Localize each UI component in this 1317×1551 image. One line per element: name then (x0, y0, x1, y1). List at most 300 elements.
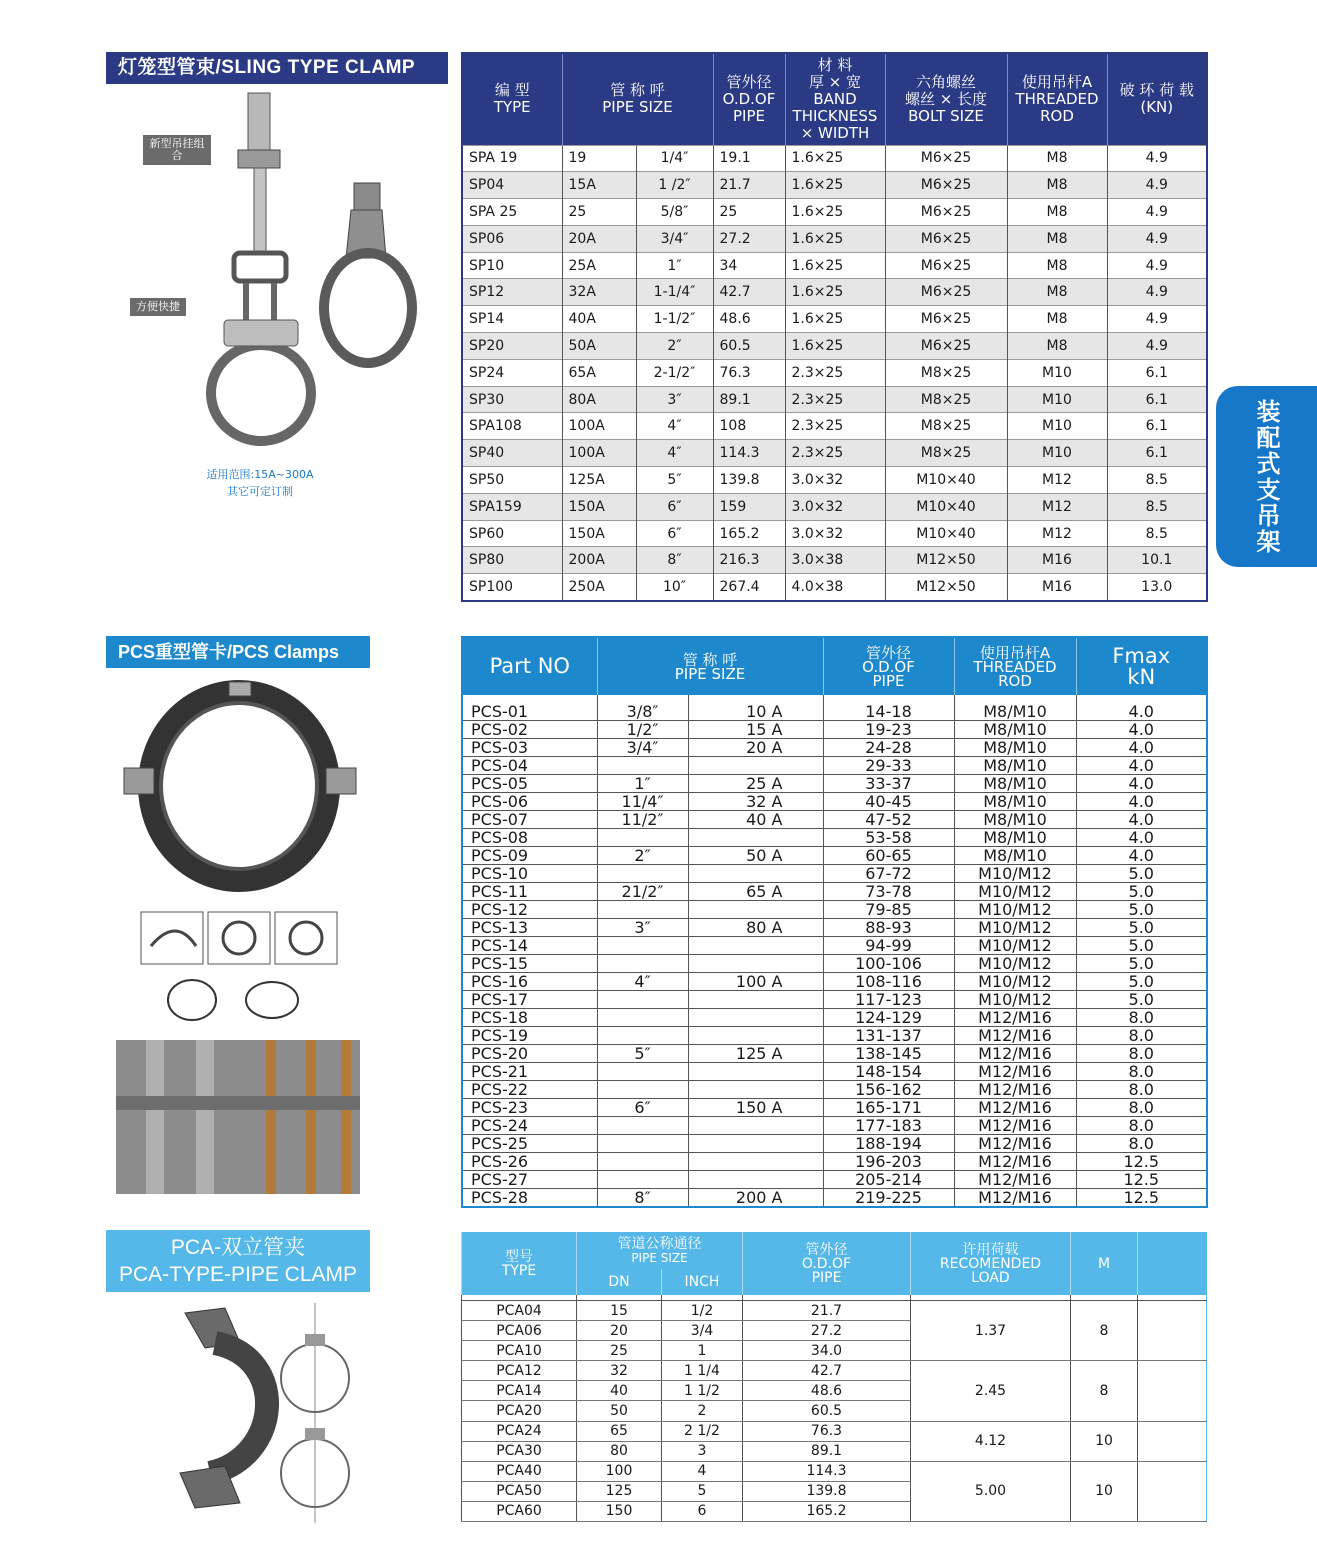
table-cell: 3 (662, 1441, 743, 1461)
table-row (462, 520, 1207, 547)
table-row (462, 1135, 1207, 1153)
group-empty-cell (1138, 1361, 1207, 1421)
table-cell: 40 (577, 1381, 662, 1401)
table-cell: 15 (577, 1301, 662, 1321)
table-cell: 165-171 (823, 1099, 954, 1117)
table-row (462, 1153, 1207, 1171)
table-row (462, 937, 1207, 955)
table-cell: 27.2 (713, 225, 785, 252)
col-type: 编 型 TYPE (462, 53, 562, 145)
group-m-cell: 10 (1071, 1461, 1138, 1521)
pcs-clamp-table (461, 636, 1208, 1208)
table-row (462, 574, 1207, 601)
table-cell: 159 (713, 493, 785, 520)
pca-clamp-table (461, 1232, 1207, 1522)
table-cell: 5.0 (1076, 937, 1207, 955)
table-row (462, 991, 1207, 1009)
table-cell: 4 (662, 1461, 743, 1481)
table-cell: 25 (577, 1341, 662, 1361)
table-cell: 76.3 (713, 359, 785, 386)
table-row (462, 1171, 1207, 1189)
table-row (462, 493, 1207, 520)
table-cell: M10/M12 (954, 901, 1076, 919)
table-cell: 139.8 (713, 467, 785, 494)
table-cell: PCS-15 (462, 955, 597, 973)
table-cell: 1 1/2 (662, 1381, 743, 1401)
table-cell: 8.5 (1107, 520, 1207, 547)
table-cell: 10 A (688, 703, 823, 721)
table-cell: M8 (1007, 145, 1107, 172)
table-cell: M10/M12 (954, 973, 1076, 991)
table-cell: 125 (577, 1481, 662, 1501)
table-cell: 8″ (597, 1189, 688, 1208)
group-empty-cell (1138, 1421, 1207, 1461)
table-cell: SP60 (462, 520, 562, 547)
table-row (462, 703, 1207, 721)
table-cell: M12/M16 (954, 1045, 1076, 1063)
table-row (462, 739, 1207, 757)
table-cell: M10×40 (885, 467, 1007, 494)
table-row (462, 145, 1207, 172)
spacer-cell (823, 695, 954, 703)
table-cell: SP10 (462, 252, 562, 279)
table-cell: 5/8″ (636, 199, 713, 226)
table-cell: 188-194 (823, 1135, 954, 1153)
table-cell: M6×25 (885, 199, 1007, 226)
table-cell: 200A (562, 547, 636, 574)
table-cell: 4.9 (1107, 306, 1207, 333)
table-cell: 48.6 (713, 306, 785, 333)
table-cell: 32 A (688, 793, 823, 811)
table-cell: M10 (1007, 386, 1107, 413)
table-cell: SP14 (462, 306, 562, 333)
table-cell: PCA50 (462, 1481, 577, 1501)
table-cell: 50 (577, 1401, 662, 1421)
table-cell: 131-137 (823, 1027, 954, 1045)
table-cell: 3.0×38 (785, 547, 885, 574)
col-pipe-size: 管 称 呼 PIPE SIZE (562, 53, 713, 145)
table-cell: 250A (562, 574, 636, 601)
sling-clamp-table (461, 52, 1208, 602)
table-cell: M12/M16 (954, 1027, 1076, 1045)
table-cell: M6×25 (885, 252, 1007, 279)
spacer-cell (462, 695, 597, 703)
table-cell: 150A (562, 520, 636, 547)
table-cell: M8 (1007, 333, 1107, 360)
spacer-cell (597, 695, 688, 703)
table-cell: 24-28 (823, 739, 954, 757)
table-cell: 21/2″ (597, 883, 688, 901)
table-cell (688, 1063, 823, 1081)
table-cell: 4.9 (1107, 172, 1207, 199)
pca-title-en: PCA-TYPE-PIPE CLAMP (118, 1263, 358, 1286)
table-header (462, 53, 1207, 145)
table-cell (597, 937, 688, 955)
table-cell: 5.0 (1076, 865, 1207, 883)
table-cell: 50 A (688, 847, 823, 865)
table-cell (688, 1081, 823, 1099)
group-m-cell: 8 (1071, 1301, 1138, 1361)
table-cell (597, 829, 688, 847)
table-cell: 73-78 (823, 883, 954, 901)
table-cell: 11/4″ (597, 793, 688, 811)
table-cell: PCS-04 (462, 757, 597, 775)
table-cell: 40 A (688, 811, 823, 829)
table-cell: PCA10 (462, 1341, 577, 1361)
table-row (462, 1099, 1207, 1117)
table-cell: 150 A (688, 1099, 823, 1117)
table-cell: PCS-13 (462, 919, 597, 937)
table-row (462, 359, 1207, 386)
table-cell: 100-106 (823, 955, 954, 973)
table-cell (597, 955, 688, 973)
table-cell: 6.1 (1107, 413, 1207, 440)
group-empty-cell (1138, 1301, 1207, 1361)
table-cell: 8.0 (1076, 1009, 1207, 1027)
table-cell: M10/M12 (954, 919, 1076, 937)
table-cell: 15A (562, 172, 636, 199)
table-cell: 200 A (688, 1189, 823, 1208)
table-cell: 8.0 (1076, 1081, 1207, 1099)
table-cell: M12/M16 (954, 1135, 1076, 1153)
table-cell (597, 991, 688, 1009)
table-row (462, 775, 1207, 793)
table-cell: 4″ (636, 440, 713, 467)
table-cell: M8/M10 (954, 739, 1076, 757)
pcs-clamp-title: PCS重型管卡/PCS Clamps (106, 636, 370, 668)
col-band: 材 料 厚 × 宽 BAND THICKNESS × WIDTH (785, 53, 885, 145)
table-cell: M8 (1007, 199, 1107, 226)
table-cell: M8/M10 (954, 793, 1076, 811)
table-cell: 4.9 (1107, 333, 1207, 360)
table-cell: 4.0 (1076, 757, 1207, 775)
table-cell: 25 (562, 199, 636, 226)
table-cell: PCS-20 (462, 1045, 597, 1063)
table-cell: M6×25 (885, 145, 1007, 172)
table-row (462, 1421, 1207, 1441)
table-cell: 3″ (597, 919, 688, 937)
table-cell: 4.9 (1107, 145, 1207, 172)
table-header (462, 1233, 1207, 1269)
table-cell (597, 865, 688, 883)
table-cell: 1.6×25 (785, 279, 885, 306)
col-empty (1138, 1233, 1207, 1295)
table-cell: 114.3 (743, 1461, 911, 1481)
table-cell: 2″ (636, 333, 713, 360)
table-cell: 124-129 (823, 1009, 954, 1027)
table-row (462, 1461, 1207, 1481)
col-pipe-size: 管 称 呼 PIPE SIZE (597, 637, 823, 695)
table-row (462, 829, 1207, 847)
col-od: 管外径 O.D.OF PIPE (823, 637, 954, 695)
table-cell: 67-72 (823, 865, 954, 883)
table-header (462, 637, 1207, 695)
table-cell (597, 1171, 688, 1189)
table-cell: M12/M16 (954, 1063, 1076, 1081)
table-cell (688, 1153, 823, 1171)
table-cell: M10 (1007, 359, 1107, 386)
table-cell: 48.6 (743, 1381, 911, 1401)
table-cell: 80A (562, 386, 636, 413)
table-row (462, 973, 1207, 991)
table-cell: 100A (562, 413, 636, 440)
table-row (462, 847, 1207, 865)
table-cell: 4.9 (1107, 279, 1207, 306)
table-cell: 4.0 (1076, 811, 1207, 829)
table-cell: 11/2″ (597, 811, 688, 829)
table-cell: SP80 (462, 547, 562, 574)
category-side-tab[interactable]: 装配式支吊架 (1216, 386, 1317, 567)
table-row (462, 901, 1207, 919)
table-cell: 5.0 (1076, 955, 1207, 973)
table-cell (688, 937, 823, 955)
table-cell: M12/M16 (954, 1189, 1076, 1208)
table-row (462, 1009, 1207, 1027)
table-cell: PCS-17 (462, 991, 597, 1009)
table-cell: M10/M12 (954, 865, 1076, 883)
table-cell: 1.6×25 (785, 252, 885, 279)
table-cell: 15 A (688, 721, 823, 739)
table-cell: SP20 (462, 333, 562, 360)
table-cell: 1.6×25 (785, 333, 885, 360)
table-cell: 139.8 (743, 1481, 911, 1501)
table-cell: 8.0 (1076, 1099, 1207, 1117)
table-cell: 108 (713, 413, 785, 440)
table-cell: 108-116 (823, 973, 954, 991)
table-cell: PCS-18 (462, 1009, 597, 1027)
table-cell: 125 A (688, 1045, 823, 1063)
table-cell: SPA108 (462, 413, 562, 440)
table-cell: 117-123 (823, 991, 954, 1009)
table-cell: M10 (1007, 413, 1107, 440)
table-cell: 156-162 (823, 1081, 954, 1099)
table-cell: 1-1/4″ (636, 279, 713, 306)
table-cell: 8.0 (1076, 1063, 1207, 1081)
table-cell: PCS-11 (462, 883, 597, 901)
table-cell: 3/4″ (597, 739, 688, 757)
table-row (462, 547, 1207, 574)
table-row (462, 413, 1207, 440)
table-cell: SPA 25 (462, 199, 562, 226)
table-cell: 60.5 (713, 333, 785, 360)
table-cell: 8.0 (1076, 1117, 1207, 1135)
col-load: 许用荷载 RECOMENDED LOAD (911, 1233, 1071, 1295)
table-cell: 8.5 (1107, 493, 1207, 520)
table-cell: 4.0×38 (785, 574, 885, 601)
table-cell (688, 955, 823, 973)
table-cell: 1/2 (662, 1301, 743, 1321)
table-cell: 10.1 (1107, 547, 1207, 574)
col-rod: 使用吊杆A THREADED ROD (954, 637, 1076, 695)
table-cell: 4.0 (1076, 793, 1207, 811)
table-row (462, 440, 1207, 467)
table-cell: M6×25 (885, 333, 1007, 360)
table-cell: SP06 (462, 225, 562, 252)
table-cell: PCA40 (462, 1461, 577, 1481)
table-row (462, 793, 1207, 811)
table-cell (597, 1135, 688, 1153)
group-load-cell: 2.45 (911, 1361, 1071, 1421)
table-cell: PCS-25 (462, 1135, 597, 1153)
table-row (462, 757, 1207, 775)
table-row (462, 1117, 1207, 1135)
table-cell: PCS-09 (462, 847, 597, 865)
table-cell: 205-214 (823, 1171, 954, 1189)
table-cell: M8/M10 (954, 847, 1076, 865)
table-cell: 6 (662, 1501, 743, 1521)
table-cell: 34.0 (743, 1341, 911, 1361)
col-m: M (1071, 1233, 1138, 1295)
table-cell: 88-93 (823, 919, 954, 937)
table-cell: PCS-26 (462, 1153, 597, 1171)
table-cell: 219-225 (823, 1189, 954, 1208)
table-row (462, 279, 1207, 306)
table-cell: 1.6×25 (785, 199, 885, 226)
table-cell: 2-1/2″ (636, 359, 713, 386)
table-cell: M8/M10 (954, 757, 1076, 775)
table-cell: PCA24 (462, 1421, 577, 1441)
table-cell: M6×25 (885, 279, 1007, 306)
table-cell: M12/M16 (954, 1081, 1076, 1099)
table-cell: 4.0 (1076, 829, 1207, 847)
table-row (462, 721, 1207, 739)
table-cell: 8.0 (1076, 1135, 1207, 1153)
table-cell: M8 (1007, 252, 1107, 279)
table-cell: 50A (562, 333, 636, 360)
table-cell: 29-33 (823, 757, 954, 775)
pca-clamp-illustration (130, 1298, 380, 1528)
table-cell: 114.3 (713, 440, 785, 467)
table-cell: PCS-23 (462, 1099, 597, 1117)
table-cell: 4″ (597, 973, 688, 991)
table-row (462, 811, 1207, 829)
table-cell (688, 1117, 823, 1135)
table-row (462, 225, 1207, 252)
table-cell (597, 1027, 688, 1045)
table-cell: M12 (1007, 493, 1107, 520)
table-cell: M10/M12 (954, 937, 1076, 955)
table-cell: M6×25 (885, 172, 1007, 199)
table-cell: PCS-01 (462, 703, 597, 721)
table-cell: M16 (1007, 574, 1107, 601)
group-m-cell: 10 (1071, 1421, 1138, 1461)
table-cell: 6″ (636, 520, 713, 547)
table-cell: M10/M12 (954, 883, 1076, 901)
table-cell: 3/4″ (636, 225, 713, 252)
table-cell: PCS-06 (462, 793, 597, 811)
table-cell: 5″ (597, 1045, 688, 1063)
table-cell: 5.0 (1076, 901, 1207, 919)
table-cell: M10/M12 (954, 955, 1076, 973)
group-load-cell: 1.37 (911, 1301, 1071, 1361)
spacer-cell (954, 695, 1076, 703)
table-cell: 150 (577, 1501, 662, 1521)
table-cell: PCA30 (462, 1441, 577, 1461)
table-row (462, 1027, 1207, 1045)
callout-new-hanger: 新型吊挂组合 (143, 135, 211, 165)
table-cell: 2.3×25 (785, 440, 885, 467)
table-cell: 20A (562, 225, 636, 252)
table-cell: PCS-24 (462, 1117, 597, 1135)
table-cell: 13.0 (1107, 574, 1207, 601)
table-cell: 2.3×25 (785, 359, 885, 386)
col-od: 管外径 O.D.OF PIPE (713, 53, 785, 145)
col-nominal: 管道公称通径 PIPE SIZE (577, 1233, 743, 1269)
pcs-clamp-illustration (116, 676, 366, 1196)
table-cell: 4.0 (1076, 847, 1207, 865)
table-cell: PCA04 (462, 1301, 577, 1321)
table-cell: M8/M10 (954, 775, 1076, 793)
col-type: 型号 TYPE (462, 1233, 577, 1295)
table-row (462, 199, 1207, 226)
table-cell: 1.6×25 (785, 145, 885, 172)
table-cell: 100 A (688, 973, 823, 991)
table-cell: 40A (562, 306, 636, 333)
table-cell: SP12 (462, 279, 562, 306)
table-cell: SP04 (462, 172, 562, 199)
table-cell: 33-37 (823, 775, 954, 793)
table-cell: M6×25 (885, 225, 1007, 252)
table-cell: 4.9 (1107, 199, 1207, 226)
table-cell: 42.7 (743, 1361, 911, 1381)
table-cell: 4.9 (1107, 225, 1207, 252)
table-cell: 1/4″ (636, 145, 713, 172)
table-cell: 47-52 (823, 811, 954, 829)
table-cell: M12×50 (885, 574, 1007, 601)
table-cell: PCS-22 (462, 1081, 597, 1099)
table-cell: 2″ (597, 847, 688, 865)
table-cell (597, 757, 688, 775)
table-cell: PCS-19 (462, 1027, 597, 1045)
table-cell: 6.1 (1107, 359, 1207, 386)
table-cell: 1 /2″ (636, 172, 713, 199)
table-row (462, 865, 1207, 883)
table-cell: 3″ (636, 386, 713, 413)
table-cell: 89.1 (743, 1441, 911, 1461)
table-cell: 1″ (597, 775, 688, 793)
table-cell: 148-154 (823, 1063, 954, 1081)
table-row (462, 883, 1207, 901)
table-cell: 21.7 (743, 1301, 911, 1321)
table-cell: 4.0 (1076, 739, 1207, 757)
table-cell: 3/4 (662, 1321, 743, 1341)
table-cell: 19-23 (823, 721, 954, 739)
table-cell: PCS-02 (462, 721, 597, 739)
table-cell: M8×25 (885, 413, 1007, 440)
group-empty-cell (1138, 1461, 1207, 1521)
table-cell: 5.0 (1076, 883, 1207, 901)
table-cell: M12/M16 (954, 1099, 1076, 1117)
table-cell: 165.2 (713, 520, 785, 547)
table-cell: PCS-05 (462, 775, 597, 793)
table-cell: PCS-28 (462, 1189, 597, 1208)
group-m-cell: 8 (1071, 1361, 1138, 1421)
table-row (462, 1301, 1207, 1321)
table-cell: 3.0×32 (785, 467, 885, 494)
table-cell: SP50 (462, 467, 562, 494)
sling-caption-custom: 其它可定订制 (227, 485, 293, 498)
table-cell: SPA 19 (462, 145, 562, 172)
table-cell (597, 901, 688, 919)
table-row (462, 1045, 1207, 1063)
table-cell: M6×25 (885, 306, 1007, 333)
table-cell: 6″ (597, 1099, 688, 1117)
group-load-cell: 4.12 (911, 1421, 1071, 1461)
table-cell: 1.6×25 (785, 172, 885, 199)
table-row (462, 333, 1207, 360)
table-cell: 4.9 (1107, 252, 1207, 279)
table-cell: M8 (1007, 172, 1107, 199)
